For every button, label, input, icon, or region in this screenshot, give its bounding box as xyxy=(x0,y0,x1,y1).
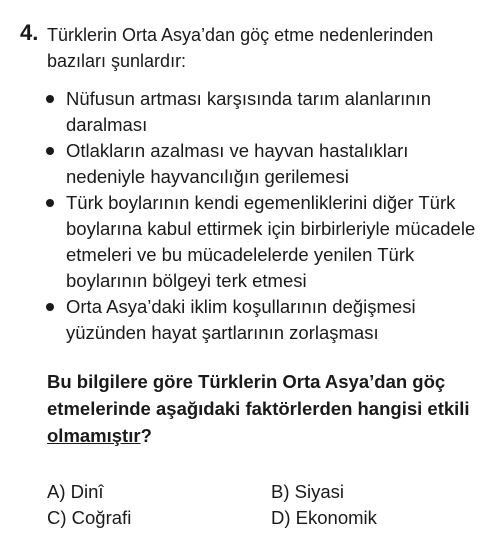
list-item-text: Otlakların azalması ve hayvan hastalıkları nedeniyle hayvancılığın gerilemesi xyxy=(66,140,409,187)
prompt-text: Bu bilgilere göre Türklerin Orta Asya’dan göç etmelerinde aşağıdaki faktörlerden hangisi etkili xyxy=(47,371,470,419)
list-item xyxy=(44,86,489,138)
prompt-underlined-word: olmamıştır xyxy=(47,425,141,446)
bullet-icon xyxy=(46,95,54,103)
list-item xyxy=(44,190,489,294)
option-a[interactable]: A) Dinî xyxy=(47,481,104,502)
option-d[interactable]: D) Ekonomik xyxy=(271,507,377,528)
question-prompt xyxy=(47,368,487,449)
question-intro: Türklerin Orta Asya’dan göç etme nedenlerinden bazıları şunlardır: xyxy=(47,25,434,71)
option-b[interactable]: B) Siyasi xyxy=(271,481,344,502)
option-c[interactable]: C) Coğrafi xyxy=(47,507,132,528)
bullet-icon xyxy=(46,147,54,155)
list-item-text: Nüfusun artması karşısında tarım alanlarının daralması xyxy=(66,88,432,135)
list-item xyxy=(44,138,489,190)
prompt-question-mark: ? xyxy=(140,425,152,446)
bullet-icon xyxy=(46,199,54,207)
list-item xyxy=(44,294,489,346)
list-item-text: Orta Asya’daki iklim koşullarının değişmesi yüzünden hayat şartlarının zorlaşması xyxy=(66,296,416,343)
reason-list xyxy=(44,86,489,346)
list-item-text: Türk boylarının kendi egemenliklerini diğer Türk boylarına kabul ettirmek için birbirleriyle mücadele etmeleri ve bu mücadelelerde yenilen Türk boylarının bölgeyi terk etmesi xyxy=(66,192,476,291)
question-number: 4. xyxy=(20,20,39,45)
bullet-icon xyxy=(46,303,54,311)
